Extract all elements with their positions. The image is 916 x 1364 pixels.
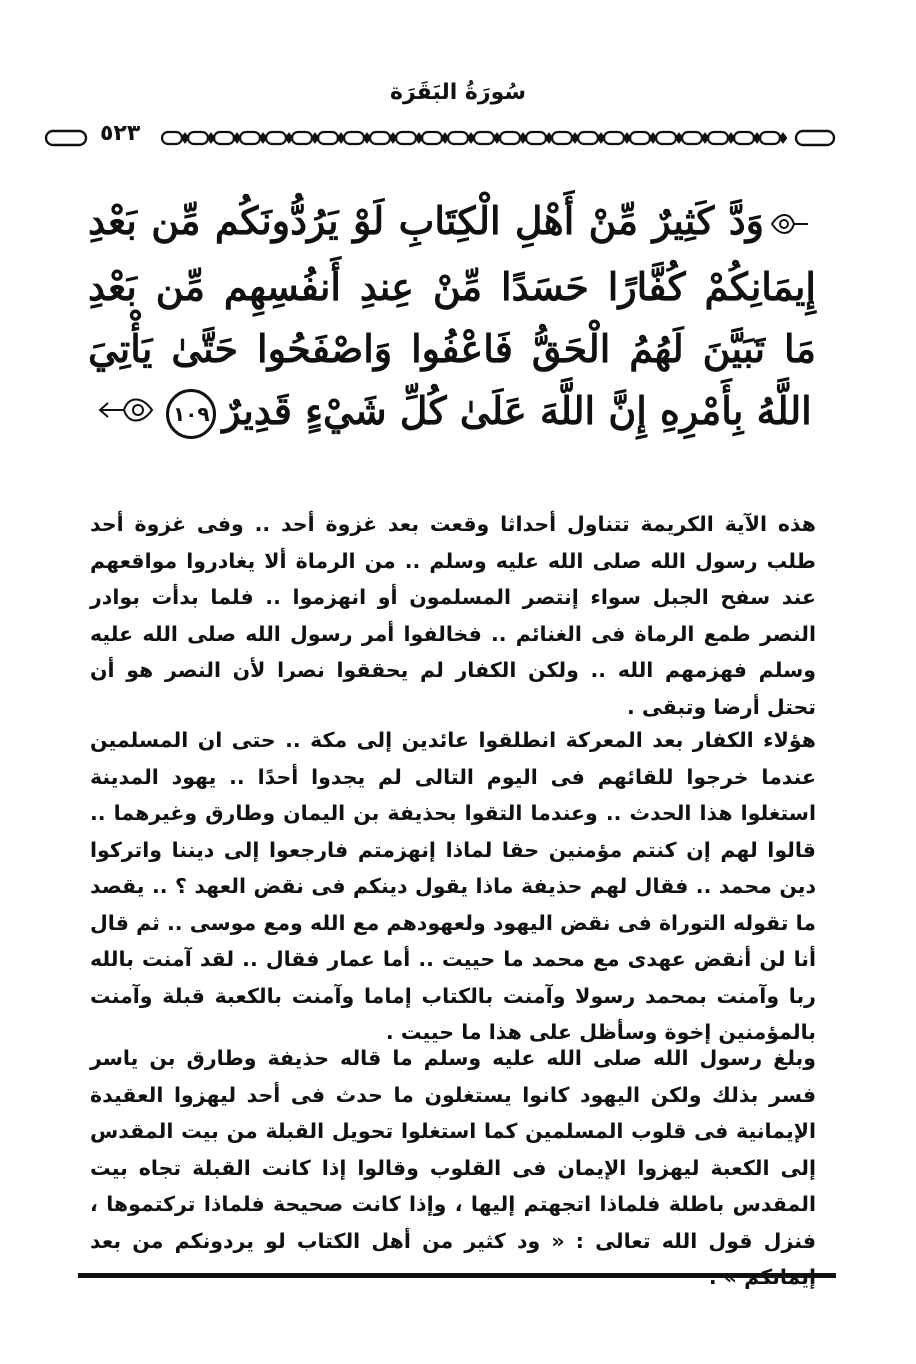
commentary-paragraph-1: هذه الآية الكريمة تتناول أحداثا وقعت بعد غزوة أحد .. وفى غزوة أحد طلب رسول الله صلى الله عليه وسلم .. من الرماة ألا يغادروا مواقعهم عند سفح الجبل سواء إنتصر المسلمون أو انهزموا .. فلما بدأت بوادر النصر طمع الرماة فى الغنائم .. فخالفوا أمر رسول الله صلى الله عليه وسلم فهزمهم الله .. ولكن الكفار لم يحققوا نصرا لأن النصر هو أن تحتل أرضا وتبقى . xyxy=(90,512,816,719)
verse-end-ornament-icon xyxy=(98,383,154,445)
quran-verse xyxy=(88,190,816,445)
commentary-paragraph-3: وبلغ رسول الله صلى الله عليه وسلم ما قاله حذيفة وطارق بن ياسر فسر بذلك ولكن اليهود كانوا يستغلون ما حدث فى أحد ليهزوا العقيدة الإيمانية فى قلوب المسلمين كما استغلوا تحويل القبلة من بيت المقدس إلى الكعبة ليهزوا الإيمان فى القلوب وقالوا إذا كانت القبلة تجاه بيت المقدس باطلة فلماذا اتجهتم إليها ، وإذا كانت صحيحة فلماذا تركتموها ، فنزل قول الله تعالى : « ود كثير من أهل الكتاب لو يردونكم من بعد xyxy=(90,1046,816,1253)
footer-rule xyxy=(78,1273,836,1278)
verse-start-ornament-icon xyxy=(770,194,810,256)
verse-text: وَدَّ كَثِيرٌ مِّنْ أَهْلِ الْكِتَابِ لَوْ يَرُدُّونَكُم مِّن بَعْدِ إِيمَانِكُمْ كُفَّارًا حَسَدًا مِّنْ عِندِ أَنفُسِهِم مِّن بَعْدِ مَا تَبَيَّنَ لَهُمُ الْحَقُّ فَاعْفُوا وَاصْفَحُوا حَتَّىٰ يَأْتِيَ اللَّهُ بِأَمْرِهِ إِنَّ اللَّهَ عَلَىٰ كُلِّ شَيْءٍ قَدِيرٌ xyxy=(88,198,816,433)
header-ornament-border xyxy=(44,124,836,152)
surah-title: سُورَةُ البَقَرَة xyxy=(389,80,527,105)
commentary-paragraph-2: هؤلاء الكفار بعد المعركة انطلقوا عائدين إلى مكة .. حتى ان المسلمين عندما خرجوا للقائهم فى اليوم التالى لم يجدوا أحدًا .. يهود المدينة استغلوا هذا الحدث .. وعندما التقوا بحذيفة بن اليمان وطارق وغيرهما .. قالوا لهم إن كنتم مؤمنين حقا لماذا إنهزمتم فارجعوا إلى ديننا واتركوا دين محمد .. فقال لهم حذيفة ماذا يقول دينكم فى نقض العهد ؟ .. يقصد ما تقوله التوراة فى نقض اليهود ولعهودهم مع الله ومع موسى .. ثم قال أنا لن أنقض عهدى مع محمد ما حييت .. أما عمار فقال .. لقد آمنت بالله ربا وآمنت بمحمد رسولا وآمنت بالكتاب إماما وآمنت بالكعبة قبلة وآمنت بالمؤمنين إخوة وسأظل على هذا ما حييت . xyxy=(90,728,816,1044)
ayah-number-marker: ١٠٩ xyxy=(166,389,216,439)
page-number: ٥٢٣ xyxy=(96,121,144,146)
